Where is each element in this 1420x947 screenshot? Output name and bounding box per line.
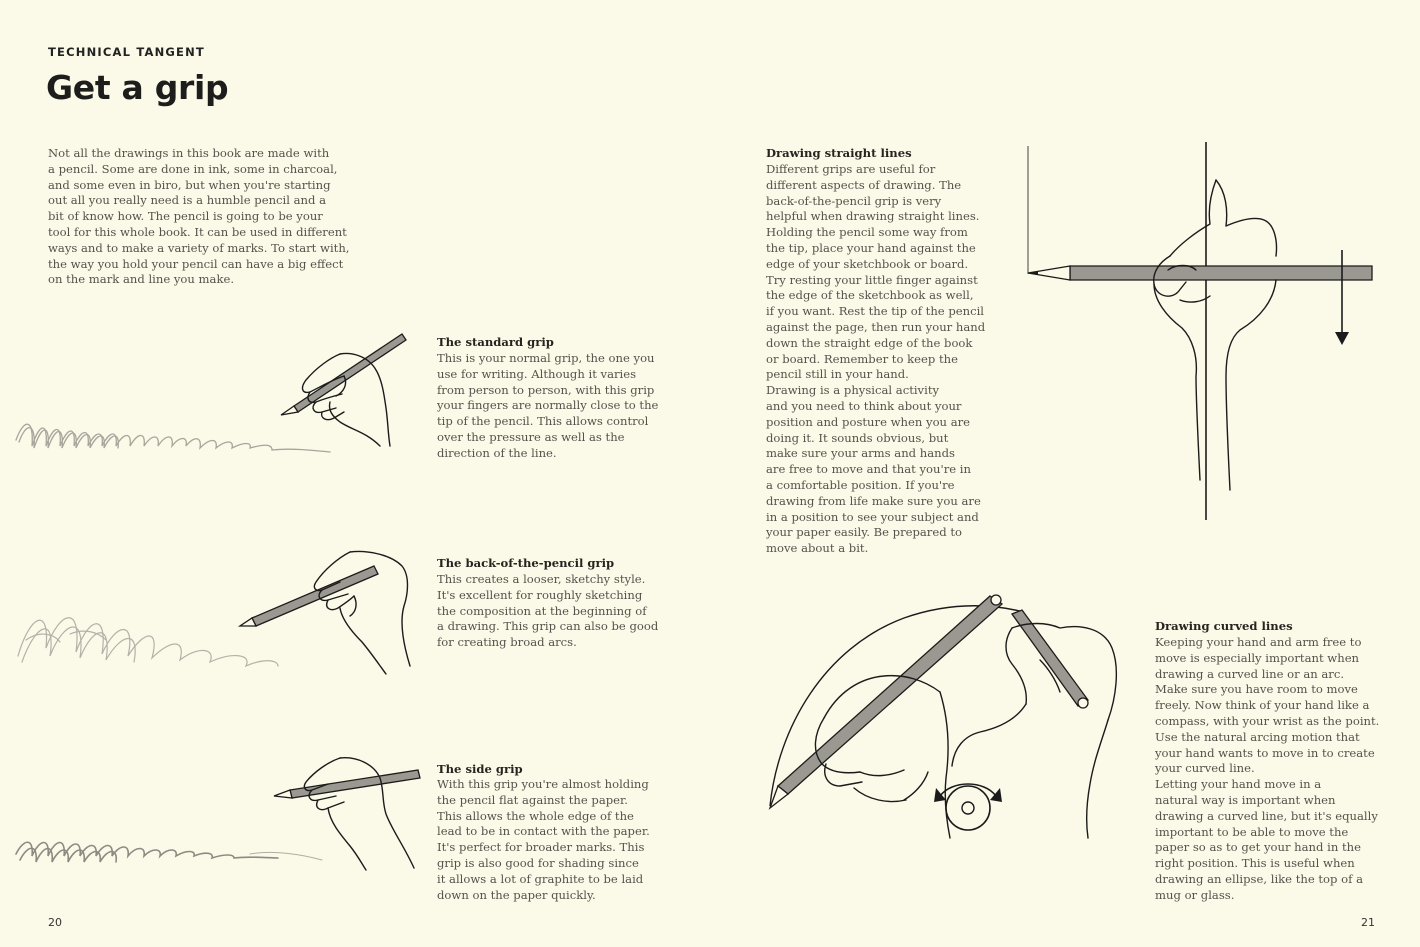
pencil-side bbox=[274, 770, 420, 798]
straight-line-illustration bbox=[1020, 140, 1380, 520]
graphite-scribble-standard bbox=[16, 424, 330, 452]
hand-back bbox=[314, 552, 410, 674]
curved-line-illustration bbox=[764, 588, 1144, 838]
curved-lines-heading: Drawing curved lines bbox=[1155, 619, 1293, 633]
standard-grip-heading: The standard grip bbox=[437, 335, 554, 349]
straight-lines-heading: Drawing straight lines bbox=[766, 146, 912, 160]
hand-straight bbox=[1154, 180, 1277, 490]
side-grip-illustration bbox=[10, 750, 420, 875]
graphite-scribble-side bbox=[16, 842, 322, 862]
page-number-right: 21 bbox=[1361, 916, 1375, 929]
section-kicker: TECHNICAL TANGENT bbox=[48, 45, 205, 59]
back-grip-body: This creates a looser, sketchy style. It's excellent for roughly sketching the composition at the beginning of a drawing. This grip can also be good for creating broad arcs. bbox=[437, 572, 659, 650]
pencil-back bbox=[240, 566, 378, 626]
graphite-scribble-back bbox=[18, 618, 278, 666]
pencil-straight bbox=[1028, 266, 1372, 280]
page-title: Get a grip bbox=[46, 68, 229, 107]
straight-lines-body: Different grips are useful for different aspects of drawing. The back-of-the-pencil grip is very helpful when drawing straight lines. Holding the pencil some way from the tip, place your hand against the edge of your sketchbook or board. Try resting your little finger against the edge of the sketchbook as well, if you want. Rest the tip of the pencil against the page, then run your hand down the straight edge of the book or board. Remember to keep the pencil still in your hand. Drawing is a physical activity and you need to think about your position and posture when you are doing it. It sounds obvious, but make sure your arms and hands are free to move and that you're in a comfortable position. If you're drawing from life make sure you are in a position to see your subject and your paper easily. Be prepared to move about a bit. bbox=[766, 162, 986, 556]
intro-paragraph: Not all the drawings in this book are made with a pencil. Some are done in ink, some in charcoal, and some even in biro, but when you're starting out all you really need is a humble pencil and a bit of know how. The pencil is going to be your tool for this whole book. It can be used in different ways and to make a variety of marks. To start with, the way you hold your pencil can have a big effect on the mark and line you make. bbox=[48, 146, 350, 287]
hand-curved-right bbox=[952, 624, 1116, 839]
side-grip-heading: The side grip bbox=[437, 762, 523, 776]
rotation-arrows-icon bbox=[934, 784, 1002, 830]
pencil-standard bbox=[281, 334, 406, 415]
back-grip-heading: The back-of-the-pencil grip bbox=[437, 556, 615, 570]
back-grip-illustration bbox=[10, 544, 420, 679]
standard-grip-illustration bbox=[10, 322, 420, 472]
side-grip-body: With this grip you're almost holding the pencil flat against the paper. This allows the whole edge of the lead to be in contact with the paper. It's perfect for broader marks. This grip is also good for shading since it allows a lot of graphite to be laid down on the paper quickly. bbox=[437, 777, 650, 902]
page-number-left: 20 bbox=[48, 916, 62, 929]
curved-lines-body: Keeping your hand and arm free to move is especially important when drawing a curved line or an arc. Make sure you have room to move freely. Now think of your hand like a compass, with your wrist as the point. Use the natural arcing motion that your hand wants to move in to create your curved line. Letting your hand move in a natural way is important when drawing a curved line, but it's equally important to be able to move the paper so as to get your hand in the right position. This is useful when drawing an ellipse, like the top of a mug or glass. bbox=[1155, 635, 1380, 902]
down-arrow-icon bbox=[1335, 250, 1349, 345]
standard-grip-body: This is your normal grip, the one you use for writing. Although it varies from person to person, with this grip your fingers are normally close to the tip of the pencil. This allows control over the pressure as well as the direction of the line. bbox=[437, 351, 659, 460]
